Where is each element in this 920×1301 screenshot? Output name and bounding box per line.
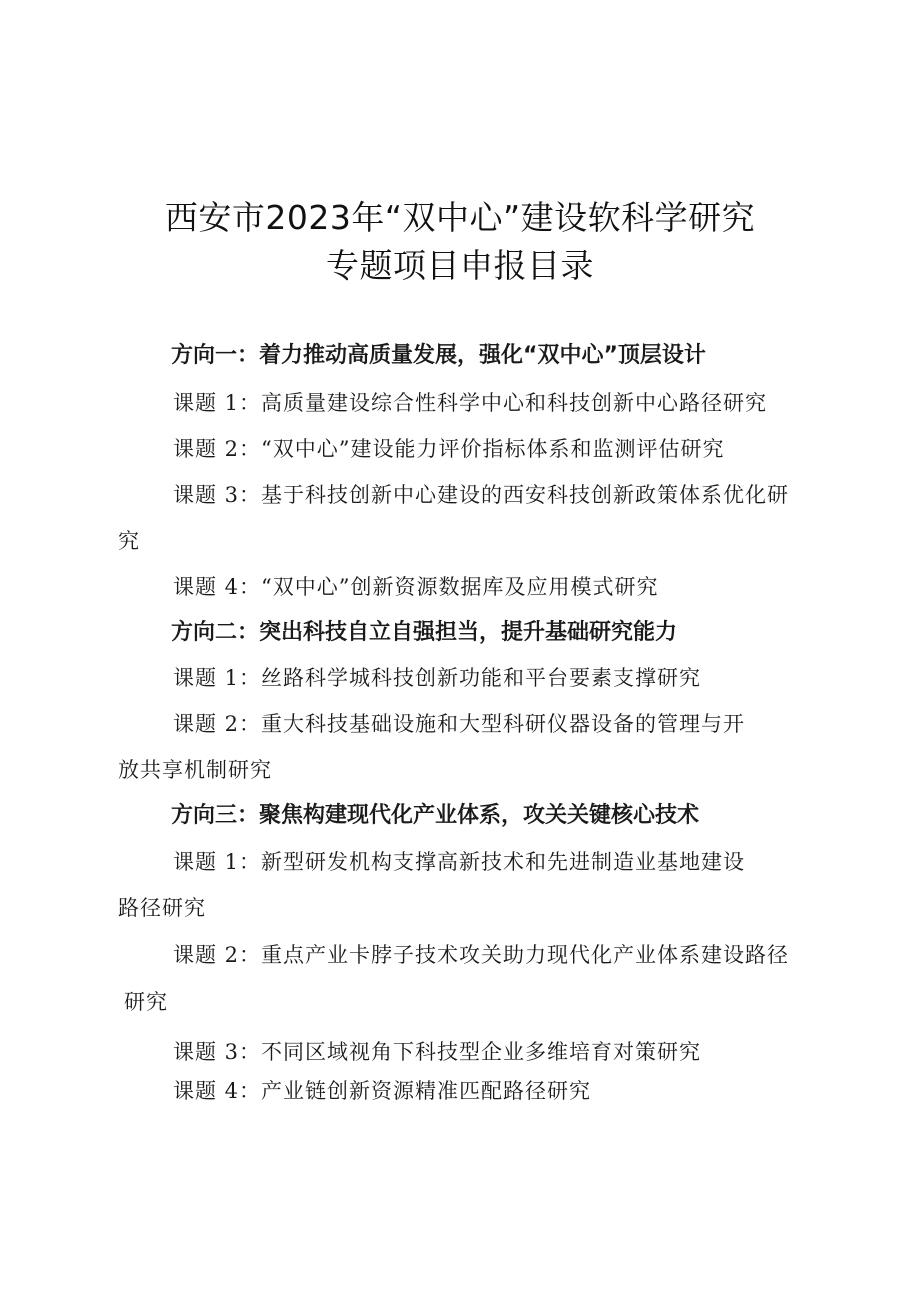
topic-line: 课题 4：“双中心”创新资源数据库及应用模式研究: [173, 575, 659, 599]
document-subtitle: 专题项目申报目录: [326, 246, 594, 285]
topic-line: 课题 3：基于科技创新中心建设的西安科技创新政策体系优化研: [173, 483, 790, 507]
topic-line-continued: 究: [118, 529, 140, 553]
topic-line: 课题 4：产业链创新资源精准匹配路径研究: [173, 1079, 592, 1103]
document-title: 西安市2023年“双中心”建设软科学研究: [164, 198, 756, 237]
topic-line: 课题 1：高质量建设综合性科学中心和科技创新中心路径研究: [173, 391, 768, 415]
topic-line: 课题 2：“双中心”建设能力评价指标体系和监测评估研究: [173, 437, 725, 461]
section-heading: 方向一：着力推动高质量发展，强化“双中心”顶层设计: [171, 343, 706, 368]
topic-line: 课题 2：重大科技基础设施和大型科研仪器设备的管理与开: [173, 712, 746, 736]
topic-line: 课题 2：重点产业卡脖子技术攻关助力现代化产业体系建设路径: [173, 943, 790, 967]
topic-line-continued: 路径研究: [118, 896, 206, 920]
topic-line-continued: 放共享机制研究: [118, 758, 272, 782]
topic-line-continued: 研究: [124, 990, 168, 1014]
topic-line: 课题 1：新型研发机构支撑高新技术和先进制造业基地建设: [173, 850, 746, 874]
topic-line: 课题 3：不同区域视角下科技型企业多维培育对策研究: [173, 1040, 702, 1064]
section-heading: 方向二：突出科技自立自强担当，提升基础研究能力: [171, 620, 678, 645]
topic-line: 课题 1：丝路科学城科技创新功能和平台要素支撑研究: [173, 666, 702, 690]
section-heading: 方向三：聚焦构建现代化产业体系，攻关关键核心技术: [171, 803, 700, 828]
